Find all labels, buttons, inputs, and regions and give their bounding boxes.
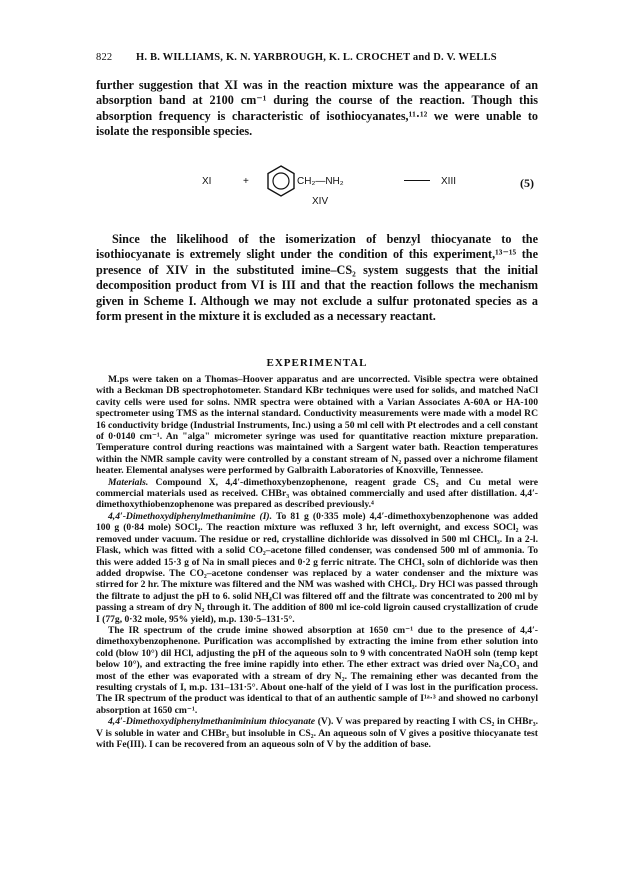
discussion-paragraph: Since the likelihood of the isomerization of benzyl thiocyanate to the isothiocyanate is extremely slight under the condition of this experiment,¹³⁻¹⁵ the presence of XIV in the substituted imine–CS₂ system suggests that the initial decomposition product from VI is III and that the reaction follows the mechanism given in Scheme I. Although we may not exclude a sulfur protonated species as a form present in the mixture it is excluded as a necessary reactant. <box>96 232 538 324</box>
running-header-authors: H. B. WILLIAMS, K. N. YARBROUGH, K. L. CROCHET and D. V. WELLS <box>136 52 497 63</box>
reactant-xi: XI <box>202 176 212 187</box>
imine-text: To 81 g (0·335 mole) 4,4′-dimethoxybenzophenone was added 100 g (0·84 mole) SOCl₂. The reaction mixture was refluxed 3 hr, left overnight, and excess SOCl₂ was removed under vacuum. The residue or red, crystalline dichloride was dissolved in 500 ml CHCl₃. In a 2-l. Flask, which was fitted with a solid CO₂–acetone filled condenser, was condensed 500 ml of ammonia. To this were added 15·3 g of Na in small pieces and 0·2 g ferric nitrate. The CHCl₃ soln of dichloride was then added dropwise. The CO₂–acetone condenser was replaced by a water condenser and the mixture was stirred for 2 hr. The mixture was filtered and the NM was washed with CHCl₃. Dry HCl was passed through the filtrate to adjust the pH to 6. solid NH₄Cl was filtered off and the filtrate was concentrated to 200 ml by passing a stream of dry N₂ through it. The addition of 800 ml ice-cold ligroin caused crystallization of crude I (77g, 0·32 mole, 95% yield), m.p. 130·5–131·5°. <box>96 510 538 625</box>
experimental-general: M.ps were taken on a Thomas–Hoover apparatus and are uncorrected. Visible spectra were obtained with a Beckman DB spectrophotometer. Standard KBr techniques were used for solids, and matched NaCl cavity cells were used for solns. NMR spectra were obtained with a Varian Associates A-60A or HA-100 spectrometer using TMS as the internal standard. Conductivity measurements were made with a model RC 16 conductivity bridge (Industrial Instruments, Inc.) using a 50 ml cell with Pt electrodes and a cell constant of 0·0140 cm⁻¹. An "alga" micrometer syringe was used for quantitative reaction mixture preparation. Temperature control during reactions was maintained with a Sargent water bath. Reaction temperatures within the NMR sample cavity were controlled by a constant stream of N₂ passed over a nichrome filament heater. Elemental analyses were performed by Galbraith Laboratories of Knoxville, Tennessee. <box>96 374 538 477</box>
thiocyanate-heading: 4,4′-Dimethoxydiphenylmethaniminium thiocyanate <box>108 716 316 728</box>
experimental-imine-prep <box>96 511 538 625</box>
thiocyanate-text: (V). V was prepared by reacting I with CS₂ in CHBr₃. V is soluble in water and CHBr₃ but insoluble in CS₂. An aqueous soln of V gives a positive thiocyanate test with Fe(III). I can be recovered from an aqueous soln of V by the addition of base. <box>96 716 539 750</box>
materials-text: Compound X, 4,4′-dimethoxybenzophenone, reagent grade CS₂ and Cu metal were commercial materials used as received. CHBr₃ was obtained commercially and used after distillation. 4,4′-dimethoxythiobenzophenone was prepared as described previously.⁴ <box>96 476 538 511</box>
experimental-materials <box>96 477 538 511</box>
plus-sign: + <box>243 176 249 187</box>
intro-paragraph: further suggestion that XI was in the reaction mixture was the appearance of an absorption band at 2100 cm⁻¹ during the course of the reaction. Though this absorption frequency is characteristic of isothiocyanates,¹¹·¹² we were unable to isolate the responsible species. <box>96 78 538 139</box>
product-xiii: XIII <box>441 176 457 187</box>
reaction-scheme <box>96 160 538 210</box>
equation-number: (5) <box>520 176 534 190</box>
section-title-experimental: EXPERIMENTAL <box>266 357 368 369</box>
materials-heading: Materials. <box>108 476 149 488</box>
experimental-thiocyanate-prep <box>96 716 538 750</box>
imine-heading: 4,4′-Dimethoxydiphenylmethanimine (I). <box>108 510 273 522</box>
benzene-ring-icon <box>266 165 296 197</box>
page-number: 822 <box>96 52 113 63</box>
aminomethyl-chain: CH₂—NH₂ <box>297 176 344 187</box>
compound-label-xiv: XIV <box>312 196 329 207</box>
experimental-ir-purification: The IR spectrum of the crude imine showed absorption at 1650 cm⁻¹ due to the presence of 4,4′-dimethoxybenzophenone. Purification was accomplished by extracting the imine from ether solution into cold (blow 10°) dil HCl, adjusting the pH of the aqueous soln to 9 with concentrated NaOH soln (temp kept below 10°), and extracting the free imine rapidly into ether. The ether extract was dried over Na₂CO₃ and most of the ether was evaporated with a stream of dry N₂. The remaining ether was decanted from the resulting crystals of I, m.p. 131–131·5°. About one-half of the yield of I was lost in the purification process. The IR spectrum of the product was identical to that of an authentic sample of I¹ᵃ·³ and showed no carbonyl absorption at 1650 cm⁻¹. <box>96 624 538 716</box>
reaction-arrow <box>404 180 430 181</box>
experimental-body <box>96 374 538 750</box>
